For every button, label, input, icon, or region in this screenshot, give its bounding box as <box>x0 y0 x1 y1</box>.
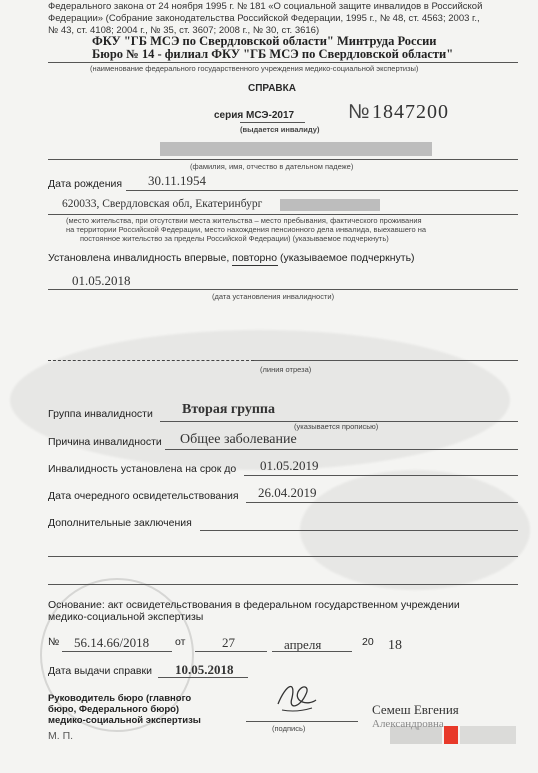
address-redacted <box>280 199 380 211</box>
name-caption: (фамилия, имя, отчество в дательном падеже) <box>190 162 354 171</box>
signer-name: Семеш Евгения <box>372 702 459 717</box>
basis-text: Основание: акт освидетельствования в федеральном государственном учреждении <box>48 599 460 611</box>
law-text-line-1: Федерального закона от 24 ноября 1995 г. № 181 «О социальной защите инвалидов в Российской <box>48 1 483 12</box>
act-year: 18 <box>388 638 402 653</box>
established-label: Установлена инвалидность впервые, повторно (указываемое подчеркнуть) <box>48 252 415 264</box>
series-label: серия <box>214 110 244 121</box>
head-label-2: бюро, Федерального бюро) <box>48 704 180 715</box>
act-from-label: от <box>175 636 186 648</box>
law-text-line-3: № 43, ст. 4108; 2004 г., № 35, ст. 3607; 2008 г., № 30, ст. 3616) <box>48 25 320 36</box>
signature-caption: (подпись) <box>272 724 306 733</box>
address-caption-2: на территории Российской Федерации, место нахождения пенсионного дела инвалида, выехавшего на <box>66 225 427 234</box>
address-value: 620033, Свердловская обл, Екатеринбург <box>62 198 263 210</box>
act-month: апреля <box>284 637 322 652</box>
established-caption: (дата установления инвалидности) <box>212 292 335 301</box>
next-exam-label: Дата очередного освидетельствования <box>48 490 239 502</box>
group-label: Группа инвалидности <box>48 408 153 420</box>
birth-value: 30.11.1954 <box>148 173 207 188</box>
watermark-logo-mark <box>444 726 458 744</box>
page-title: СПРАВКА <box>248 83 296 94</box>
signer-name-2: Александровна <box>372 718 444 730</box>
watermark-logo <box>460 726 516 744</box>
number-sign: № <box>348 101 370 123</box>
cause-label: Причина инвалидности <box>48 436 162 448</box>
basis-text-2: медико-социальной экспертизы <box>48 611 204 623</box>
group-value: Вторая группа <box>182 402 275 417</box>
issue-label: Дата выдачи справки <box>48 665 152 677</box>
series-value: МСЭ-2017 <box>246 110 295 121</box>
cut-line <box>48 360 254 361</box>
term-value: 01.05.2019 <box>260 458 319 473</box>
cut-line-caption: (линия отреза) <box>260 365 312 374</box>
org-caption: (наименование федерального государственного учреждения медико-социальной экспертизы) <box>90 64 419 73</box>
act-day: 27 <box>222 635 235 650</box>
issue-value: 10.05.2018 <box>175 662 234 677</box>
issued-to-caption: (выдается инвалиду) <box>240 125 320 134</box>
head-label-1: Руководитель бюро (главного <box>48 693 192 704</box>
certificate-number: 1847200 <box>372 101 449 123</box>
law-text-line-2: Федерации» (Собрание законодательства Российской Федерации, 1995 г., № 48, ст. 4563; 2003 г., <box>48 13 480 24</box>
address-caption-1: (место жительства, при отсутствии места жительства – место пребывания, фактического проживания <box>66 216 422 225</box>
mp-label: М. П. <box>48 730 74 742</box>
act-no-label: № <box>48 636 60 648</box>
head-label-3: медико-социальной экспертизы <box>48 715 201 726</box>
cause-value: Общее заболевание <box>180 432 297 447</box>
name-redacted <box>160 142 432 156</box>
group-caption: (указывается прописью) <box>294 422 379 431</box>
next-exam-value: 26.04.2019 <box>258 485 317 500</box>
term-label: Инвалидность установлена на срок до <box>48 463 237 475</box>
act-no-value: 56.14.66/2018 <box>74 635 150 650</box>
act-year-prefix: 20 <box>362 636 374 648</box>
birth-label: Дата рождения <box>48 178 123 190</box>
watermark-logo <box>390 726 442 744</box>
established-date: 01.05.2018 <box>72 273 131 288</box>
extra-label: Дополнительные заключения <box>48 517 192 529</box>
signature <box>272 674 320 718</box>
org-line-1: ФКУ "ГБ МСЭ по Свердловской области" Минтруда России <box>92 34 437 48</box>
org-line-2: Бюро № 14 - филиал ФКУ "ГБ МСЭ по Свердловской области" <box>92 47 454 61</box>
address-caption-3: постоянное жительство за пределы Российской Федерации) (указываемое подчеркнуть) <box>80 234 389 243</box>
